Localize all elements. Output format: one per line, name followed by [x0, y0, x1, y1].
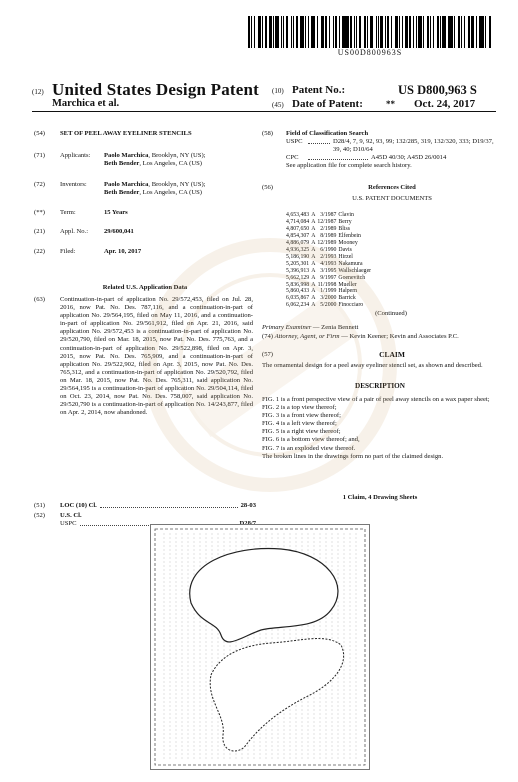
barcode-bar — [359, 16, 361, 48]
barcode-bar — [468, 16, 470, 48]
barcode-bar — [342, 16, 344, 48]
cited-patent-k: A — [311, 239, 316, 246]
barcode-bar — [329, 16, 330, 48]
cited-patent-row — [286, 288, 373, 295]
description-line: FIG. 3 is a front view thereof; — [262, 412, 341, 420]
barcode-bar — [325, 16, 327, 48]
cited-patent-name: Nakamura — [338, 260, 363, 267]
cited-patent-k: A — [311, 212, 316, 218]
barcode-bar — [418, 16, 421, 48]
barcode-bar — [458, 16, 460, 48]
cited-patent-date: 3/2000 — [320, 295, 337, 302]
description-list — [262, 396, 498, 461]
barcode-bar — [391, 16, 392, 48]
barcode-bar — [262, 16, 263, 48]
cited-patent-k: A — [311, 274, 316, 281]
barcode — [248, 16, 492, 48]
cited-patent-num: 4,886,079 — [286, 239, 310, 246]
cited-patent-row — [286, 212, 373, 219]
inid-code-12: (12) — [32, 88, 44, 96]
barcode-bar — [416, 16, 417, 48]
cited-patent-name: Barrick — [338, 295, 356, 302]
field-71-applicants: (71) Applicants: Paolo Marchica, Brooklyn, NY (US); Beth Bender, Los Angeles, CA (US) — [34, 152, 206, 168]
barcode-bar — [291, 16, 292, 48]
cited-patent-num: 4,714,084 — [286, 218, 310, 225]
cited-patent-row — [286, 240, 373, 247]
barcode-bar — [471, 16, 474, 48]
cited-patent-num: 6,062,234 — [286, 302, 310, 309]
cited-patent-k: A — [311, 267, 316, 274]
barcode-bar — [265, 16, 267, 48]
cited-patent-k: A — [311, 302, 316, 309]
barcode-bar — [402, 16, 403, 48]
cited-patent-num: 4,653,483 — [286, 212, 310, 218]
cited-patent-row — [286, 302, 373, 309]
cited-patent-k: A — [311, 225, 316, 232]
patent-number: US D800,963 S — [398, 83, 477, 97]
field-58-classification: (58) Field of Classification Search USPC D28/4, 7, 9, 92, 93, 99; 132/285, 319, 132/320, 333; D19/37, 39, 40; D10/64 CPC A45D 40/30; A45D 26/0014 See application file for complete search history. — [262, 130, 494, 170]
cited-patent-row — [286, 247, 373, 254]
continued-note: (Continued) — [375, 310, 407, 317]
cited-patent-k: A — [311, 232, 316, 239]
cited-patent-k: A — [311, 253, 316, 260]
cited-patent-num: 4,807,650 — [286, 225, 310, 232]
cited-patent-date: 1/1999 — [320, 288, 337, 295]
cited-patent-date: 12/1987 — [317, 218, 337, 225]
cited-patent-name: Hirzel — [338, 253, 353, 260]
field-51-loc: (51) LOC (10) Cl. 28-03 — [34, 502, 256, 509]
cited-patent-num: 5,836,998 — [286, 281, 310, 288]
barcode-bar — [451, 16, 452, 48]
cited-patent-k: A — [311, 246, 316, 253]
cited-patent-date: 5/2000 — [320, 302, 337, 309]
barcode-bar — [356, 16, 357, 48]
barcode-bar — [485, 16, 486, 48]
cited-patent-num: 5,205,301 — [286, 260, 310, 267]
description-line: FIG. 6 is a bottom view thereof; and, — [262, 436, 360, 444]
cited-patent-date: 3/1987 — [320, 212, 337, 218]
cited-patent-row — [286, 282, 373, 289]
cited-patent-row — [286, 261, 373, 268]
barcode-bar — [308, 16, 309, 48]
cited-patent-row — [286, 226, 373, 233]
description-title: DESCRIPTION — [355, 382, 405, 390]
barcode-bar — [440, 16, 441, 48]
cited-patent-date: 9/1997 — [320, 274, 337, 281]
barcode-bar — [405, 16, 407, 48]
cited-patent-name: Halpern — [338, 288, 358, 295]
barcode-bar — [281, 16, 282, 48]
date-mark: ** — [386, 99, 395, 109]
description-line: FIG. 4 is a left view thereof; — [262, 420, 337, 428]
description-line: FIG. 5 is a right view thereof; — [262, 428, 341, 436]
cited-patent-num: 4,854,307 — [286, 232, 310, 239]
barcode-bar — [427, 16, 429, 48]
cited-patent-date: 3/1995 — [320, 267, 337, 274]
cited-patent-date: 8/1989 — [320, 232, 337, 239]
cited-patent-num: 5,662,129 — [286, 274, 310, 281]
barcode-bar — [437, 16, 439, 48]
cited-patent-date: 11/1998 — [317, 281, 337, 288]
barcode-bar — [448, 16, 450, 48]
cited-patent-name: Elfenbein — [338, 232, 361, 239]
field-21-appl-no: (21) Appl. No.: 29/600,041 — [34, 228, 134, 235]
cited-patent-row — [286, 219, 373, 226]
cited-patent-row — [286, 254, 373, 261]
description-line: The broken lines in the drawings form no part of the claimed design. — [262, 452, 444, 460]
barcode-bar — [376, 16, 377, 48]
patent-no-label: Patent No.: — [292, 84, 346, 96]
barcode-bar — [385, 16, 386, 48]
date-of-patent: Oct. 24, 2017 — [414, 98, 476, 110]
barcode-bar — [387, 16, 389, 48]
cited-patent-k: A — [311, 218, 316, 225]
cited-patent-k: A — [311, 281, 316, 288]
cited-patent-name: Finocciaro — [338, 302, 364, 309]
cited-patent-k: A — [311, 295, 316, 302]
cited-patent-date: 2/1989 — [320, 225, 337, 232]
field-52-us-cl: (52) U.S. Cl. USPC — [34, 512, 256, 528]
barcode-bar — [413, 16, 414, 48]
description-line: FIG. 1 is a front perspective view of a pair of peel away stencils on a wax paper sheet; — [262, 396, 490, 403]
barcode-bar — [442, 16, 445, 48]
barcode-bar — [339, 16, 340, 48]
cited-patent-row — [286, 295, 373, 302]
cited-patent-name: Clavin — [338, 212, 354, 218]
cited-patent-k: A — [311, 288, 316, 295]
barcode-bar — [430, 16, 431, 48]
date-of-patent-label: Date of Patent: — [292, 98, 363, 110]
cited-patent-num: 5,396,913 — [286, 267, 310, 274]
barcode-bar — [293, 16, 294, 48]
field-72-inventors: (72) Inventors: Paolo Marchica, Brooklyn, NY (US); Beth Bender, Los Angeles, CA (US) — [34, 181, 206, 197]
barcode-bar — [248, 16, 250, 48]
primary-examiner: Primary Examiner — Zenia Bennett — [262, 324, 359, 331]
barcode-bar — [314, 16, 315, 48]
cited-patent-num: 5,186,190 — [286, 253, 310, 260]
barcode-bar — [476, 16, 477, 48]
barcode-bar — [354, 16, 355, 48]
cited-patent-date: 6/1990 — [320, 246, 337, 253]
barcode-bar — [378, 16, 379, 48]
cited-patent-name: Wallschlaeger — [338, 267, 372, 274]
inid-code-10: (10) — [272, 87, 284, 95]
field-57-claim: (57) CLAIM — [262, 350, 405, 359]
barcode-bar — [335, 16, 337, 48]
barcode-bar — [395, 16, 398, 48]
field-74-attorney: (74) Attorney, Agent, or Firm — Kevin Keener; Kevin and Associates P.C. — [262, 333, 459, 340]
related-data-title: Related U.S. Application Data — [102, 284, 188, 291]
cited-patent-row — [286, 268, 373, 275]
barcode-number: US00D800963S — [337, 48, 403, 57]
barcode-bar — [454, 16, 455, 48]
cited-patent-name: Berry — [338, 218, 352, 225]
barcode-bar — [300, 16, 303, 48]
barcode-bar — [345, 16, 348, 48]
barcode-bar — [399, 16, 400, 48]
cited-patent-date: 2/1993 — [320, 253, 337, 260]
barcode-bar — [364, 16, 366, 48]
cited-patent-num: 5,860,433 — [286, 288, 310, 295]
cited-patents-table — [286, 212, 373, 309]
description-line: FIG. 7 is an exploded view thereof. — [262, 444, 356, 452]
barcode-bar — [409, 16, 411, 48]
cited-patent-name: Mueller — [338, 281, 357, 288]
barcode-bar — [380, 16, 382, 48]
barcode-bar — [479, 16, 480, 48]
cited-patent-name: Goenevitch — [338, 274, 366, 281]
inventor-short: Marchica et al. — [52, 98, 120, 109]
barcode-bar — [333, 16, 334, 48]
barcode-bar — [296, 16, 298, 48]
barcode-bar — [464, 16, 465, 48]
cited-patent-k: A — [311, 260, 316, 267]
barcode-bar — [311, 16, 313, 48]
cited-patent-row — [286, 233, 373, 240]
barcode-bar — [461, 16, 462, 48]
field-56-references: (56) References Cited U.S. PATENT DOCUMENTS — [262, 184, 432, 203]
barcode-bar — [273, 16, 274, 48]
barcode-bar — [350, 16, 351, 48]
cited-patent-date: 12/1989 — [317, 239, 337, 246]
cited-patent-name: Bliss — [338, 225, 350, 232]
field-54: (54) SET OF PEEL AWAY EYELINER STENCILS — [34, 130, 192, 137]
barcode-bar — [305, 16, 306, 48]
document-title: United States Design Patent — [52, 80, 260, 99]
cited-patent-name: Davis — [338, 246, 352, 253]
description-line: FIG. 2 is a top view thereof; — [262, 404, 337, 412]
barcode-bar — [275, 16, 278, 48]
barcode-bar — [258, 16, 261, 48]
barcode-bar — [317, 16, 318, 48]
claims-sheets: 1 Claim, 4 Drawing Sheets — [342, 494, 418, 501]
barcode-bar — [251, 16, 252, 48]
barcode-bar — [489, 16, 491, 48]
barcode-bar — [286, 16, 288, 48]
field-22-filed: (22) Filed: Apr. 10, 2017 — [34, 248, 142, 255]
barcode-bar — [433, 16, 434, 48]
cited-patent-num: 6,035,867 — [286, 295, 310, 302]
cited-patent-name: Mooney — [338, 239, 358, 246]
claim-text: The ornamental design for a peel away eyeliner stencil set, as shown and described. — [262, 362, 483, 369]
barcode-bar — [423, 16, 424, 48]
barcode-bar — [370, 16, 373, 48]
cited-patent-row — [286, 275, 373, 282]
barcode-bar — [269, 16, 271, 48]
field-term: (**) Term: 15 Years — [34, 209, 128, 216]
cited-patent-num: 4,936,325 — [286, 246, 310, 253]
barcode-bar — [283, 16, 284, 48]
field-63-continuation: (63) Continuation-in-part of application No. 29/572,453, filed on Jul. 28, 2016, now Pat. No. Des. 787,116, and a continuation-in-part of application No. 29/564,195, filed on May 11, 2016, and a continuation-in-part of application No. 29/561,912, filed on Apr. 21, 2016, said application No. 29/572,453 is a continuation-in-part of application No. 29/520,790, filed on Mar. 18, 2015, now Pat. No. Des. 775,763, and a continuation-in-part of application No. 29/522,898, filed on Apr. 3, 2015, now Pat. No. Des. 765,909, and a continuation-in-part of application No. 29/522,902, filed on Apr. 3, 2015, now Pat. No. Des. 765,312, and a continuation-in-part of application No. 29/520,792, filed on Mar. 18, 2015, now Pat. No. Des. 765,311, said application No. 29/564,195 is a continuation-in-part of application No. 29/504,114, filed on Oct. 23, 2014, now Pat. No. Des. 758,007, said application No. 29/520,790 is a continuation-in-part of application No. 14/243,877, filed on Apr. 2, 2014, now abandoned. — [34, 296, 253, 417]
barcode-bar — [254, 16, 255, 48]
barcode-bar — [321, 16, 324, 48]
barcode-bar — [367, 16, 368, 48]
inid-code-45: (45) — [272, 101, 284, 109]
design-drawing — [150, 524, 370, 770]
barcode-bar — [481, 16, 483, 48]
header-rule — [32, 111, 496, 112]
cited-patent-date: 4/1993 — [320, 260, 337, 267]
